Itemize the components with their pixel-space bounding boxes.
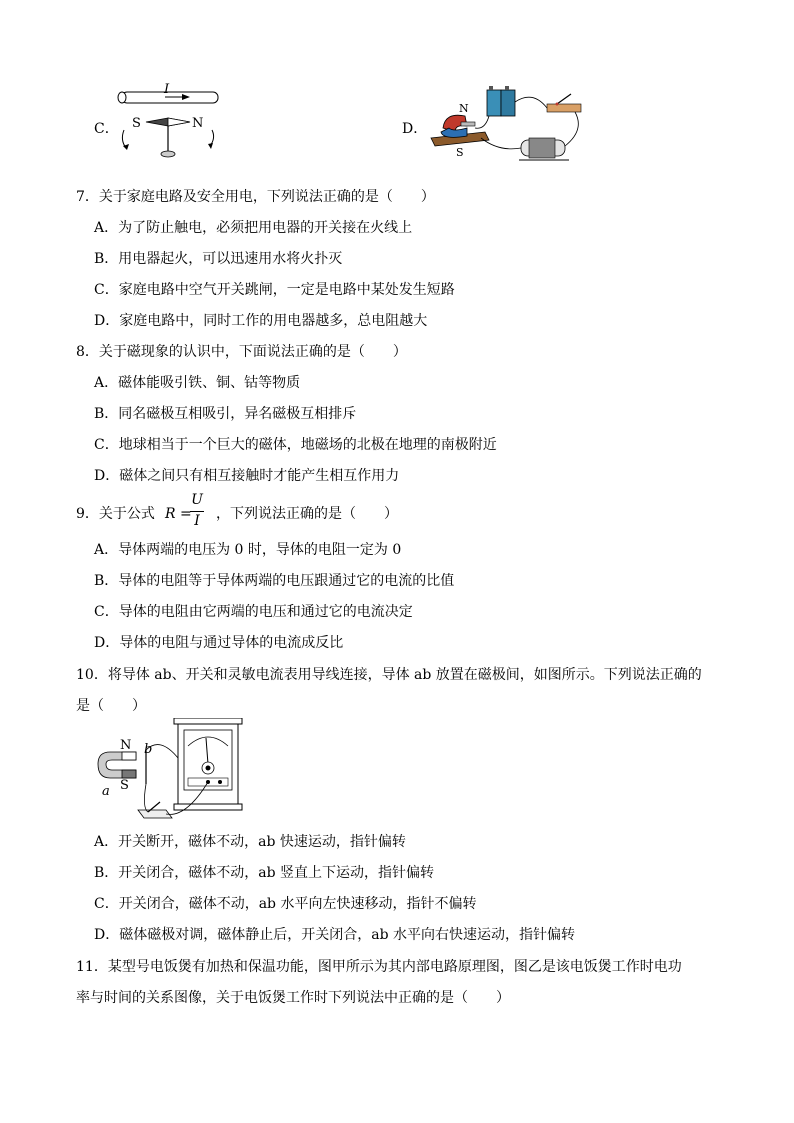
magnet-n-label: N xyxy=(459,102,469,115)
q9-option-a: A．导体两端的电压为 0 时，导体的电阻一定为 0 xyxy=(94,542,402,558)
option-c-label: C． xyxy=(94,121,119,137)
q7-option-b: B．用电器起火，可以迅速用水将火扑灭 xyxy=(94,251,343,267)
q8-stem: 8．关于磁现象的认识中，下面说法正确的是（ ） xyxy=(76,344,407,360)
figure-c-wire-needle xyxy=(110,82,230,172)
figure-d-circuit xyxy=(425,82,595,168)
needle-n-label: N xyxy=(192,116,204,131)
q10-option-c: C．开关闭合，磁体不动，ab 水平向左快速移动，指针不偏转 xyxy=(94,896,477,912)
q9-formula-denominator: I xyxy=(194,513,200,529)
q8-option-d: D．磁体之间只有相互接触时才能产生相互作用力 xyxy=(94,468,400,484)
q8-option-c: C．地球相当于一个巨大的磁体，地磁场的北极在地理的南极附近 xyxy=(94,437,497,453)
q10-option-d: D．磁体磁极对调，磁体静止后，开关闭合，ab 水平向右快速运动，指针偏转 xyxy=(94,927,575,943)
q9-formula-lhs: R = xyxy=(165,506,192,522)
q7-option-c: C．家庭电路中空气开关跳闸，一定是电路中某处发生短路 xyxy=(94,282,455,298)
q8-option-a: A．磁体能吸引铁、铜、钴等物质 xyxy=(94,375,301,391)
q10-conductor-a-label: a xyxy=(102,784,110,799)
q9-option-b: B．导体的电阻等于导体两端的电压跟通过它的电流的比值 xyxy=(94,573,455,589)
q11-stem-line1: 11．某型号电饭煲有加热和保温功能，图甲所示为其内部电路原理图，图乙是该电饭煲工作时电功 xyxy=(76,959,682,975)
q7-option-a: A．为了防止触电，必须把用电器的开关接在火线上 xyxy=(94,220,413,236)
q9-option-c: C．导体的电阻由它两端的电压和通过它的电流决定 xyxy=(94,604,413,620)
q10-stem-line1: 10．将导体 ab、开关和灵敏电流表用导线连接，导体 ab 放置在磁极间，如图所示。下列说法正确的 xyxy=(76,667,702,683)
q9-option-d: D．导体的电阻与通过导体的电流成反比 xyxy=(94,635,344,651)
q10-conductor-b-label: b xyxy=(144,742,153,757)
q8-option-b: B．同名磁极互相吸引，异名磁极互相排斥 xyxy=(94,406,357,422)
q10-option-b: B．开关闭合，磁体不动，ab 竖直上下运动，指针偏转 xyxy=(94,865,435,881)
option-d-label: D． xyxy=(402,121,428,137)
q9-stem-suffix: ，下列说法正确的是（ ） xyxy=(216,506,398,522)
needle-s-label: S xyxy=(132,116,141,131)
q7-stem: 7．关于家庭电路及安全用电，下列说法正确的是（ ） xyxy=(76,189,435,205)
q7-option-d: D．家庭电路中，同时工作的用电器越多，总电阻越大 xyxy=(94,313,428,329)
q9-stem-prefix: 9．关于公式 xyxy=(76,506,155,522)
q9-fraction-bar xyxy=(190,511,204,512)
q10-magnet-n-label: N xyxy=(120,738,132,753)
q11-stem-line2: 率与时间的关系图像，关于电饭煲工作时下列说法中正确的是（ ） xyxy=(76,990,510,1006)
q9-formula-numerator: U xyxy=(191,492,203,508)
figure-q10-galvanometer xyxy=(96,718,256,826)
q10-stem-line2: 是（ ） xyxy=(76,698,146,714)
q10-magnet-s-label: S xyxy=(120,778,129,793)
magnet-s-label: S xyxy=(456,146,464,159)
current-label: I xyxy=(164,82,170,97)
q10-option-a: A．开关断开，磁体不动，ab 快速运动，指针偏转 xyxy=(94,834,406,850)
